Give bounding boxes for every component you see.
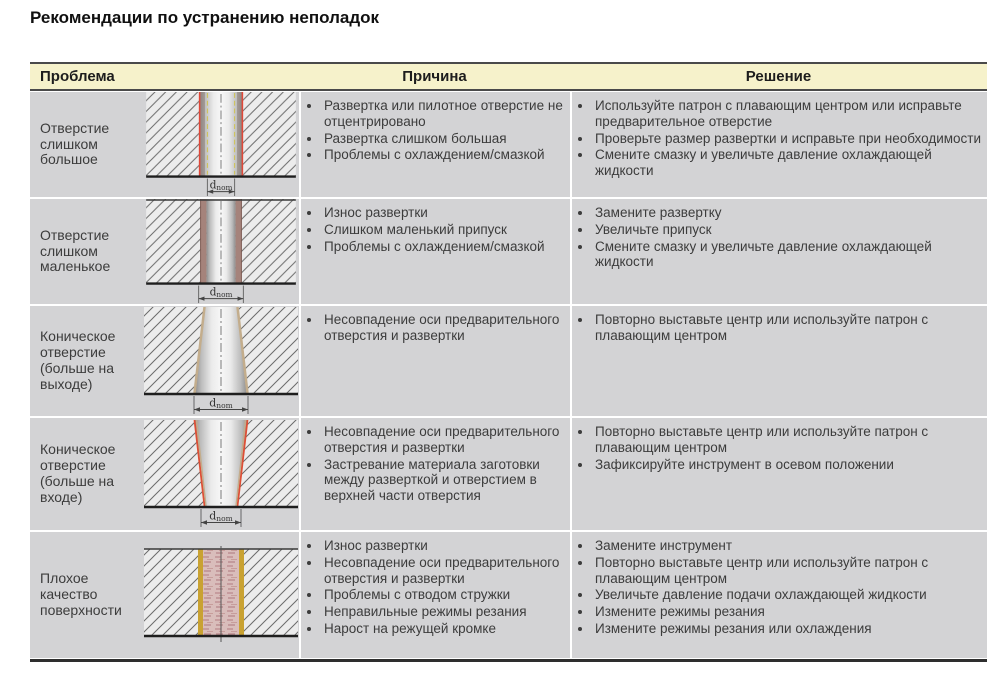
- bullet-item: • Замените развертку: [593, 205, 981, 221]
- bullet-item: • Развертка или пилотное отверстие не отцентрировано: [322, 98, 564, 130]
- bullet-item: • Измените режимы резания или охлаждения: [593, 621, 981, 637]
- bullet-item: • Повторно выставьте центр или используйте патрон с плавающим центром: [593, 555, 981, 587]
- dimension-label: dnom: [209, 509, 233, 523]
- table-header-row: [30, 62, 987, 91]
- bullet-item: • Несовпадение оси предварительного отверстия и развертки: [322, 424, 564, 456]
- problem-label: Отверстие слишком маленькое: [40, 226, 111, 275]
- dimension-label: dnom: [209, 178, 233, 193]
- cause-list: [305, 312, 564, 344]
- bullet-item: • Развертка слишком большая: [322, 131, 564, 147]
- bullet-item: • Повторно выставьте центр или используйте патрон с плавающим центром: [593, 312, 981, 344]
- cause-list: [305, 98, 564, 163]
- problem-label: Коническое отверстие (больше на выходе): [40, 328, 116, 392]
- bullet-item: • Проблемы с охлаждением/смазкой: [322, 239, 564, 255]
- dimension-label: dnom: [209, 285, 233, 300]
- problem-label: Плохое качество поверхности: [40, 570, 122, 618]
- table-row: [30, 92, 987, 197]
- column-header-problem: Проблема: [40, 68, 115, 85]
- solution-list: [576, 205, 981, 270]
- solution-list: [576, 312, 981, 344]
- bullet-item: • Увеличьте давление подачи охлаждающей жидкости: [593, 587, 981, 603]
- remaining-stock-wall: [236, 199, 242, 283]
- bullet-item: • Износ развертки: [322, 538, 564, 554]
- worn-edge-strip: [239, 549, 244, 635]
- oversized-hole-diagram: [142, 92, 300, 197]
- table-row: [30, 532, 987, 658]
- table-row: [30, 306, 987, 416]
- bullet-item: • Нарост на режущей кромке: [322, 621, 564, 637]
- bullet-item: • Используйте патрон с плавающим центром или исправьте предварительное отверстие: [593, 98, 981, 130]
- bullet-item: • Несовпадение оси предварительного отверстия и развертки: [322, 312, 564, 344]
- bullet-item: • Измените режимы резания: [593, 604, 981, 620]
- column-header-cause: Причина: [402, 68, 467, 85]
- worn-edge-strip: [198, 549, 203, 635]
- bullet-item: • Повторно выставьте центр или используйте патрон с плавающим центром: [593, 424, 981, 456]
- solution-list: [576, 538, 981, 637]
- bullet-item: • Несовпадение оси предварительного отверстия и развертки: [322, 555, 564, 587]
- bullet-item: • Проверьте размер развертки и исправьте при необходимости: [593, 131, 981, 147]
- cause-list: [305, 538, 564, 637]
- bullet-item: • Замените инструмент: [593, 538, 981, 554]
- bullet-item: • Износ развертки: [322, 205, 564, 221]
- cause-list: [305, 424, 564, 504]
- table-row: [30, 418, 987, 530]
- bullet-item: • Слишком маленький припуск: [322, 222, 564, 238]
- remaining-stock-wall: [201, 199, 207, 283]
- bullet-item: • Проблемы с охлаждением/смазкой: [322, 147, 564, 163]
- troubleshooting-table: [30, 62, 987, 662]
- bullet-item: • Зафиксируйте инструмент в осевом положении: [593, 457, 981, 473]
- dimension-label: dnom: [209, 396, 233, 410]
- problem-label: Отверстие слишком большое: [40, 119, 110, 168]
- solution-list: [576, 98, 981, 179]
- bullet-item: • Неправильные режимы резания: [322, 604, 564, 620]
- cause-list: [305, 205, 564, 254]
- problem-label: Коническое отверстие (больше на входе): [40, 441, 116, 505]
- bullet-item: • Застревание материала заготовки между разверткой и отверстием в верхней части отверстия: [322, 457, 564, 504]
- bullet-item: • Смените смазку и увеличьте давление охлаждающей жидкости: [593, 147, 981, 179]
- bullet-item: • Проблемы с отводом стружки: [322, 587, 564, 603]
- tapered-hole-exit-diagram: [142, 307, 300, 415]
- bullet-item: • Смените смазку и увеличьте давление охлаждающей жидкости: [593, 239, 981, 271]
- bullet-item: • Увеличьте припуск: [593, 222, 981, 238]
- table-row: [30, 199, 987, 304]
- column-header-solution: Решение: [745, 68, 812, 85]
- undersized-hole-diagram: [142, 199, 300, 304]
- poor-surface-diagram: [142, 545, 300, 645]
- solution-list: [576, 424, 981, 472]
- tapered-hole-entry-diagram: [142, 420, 300, 528]
- page-title: Рекомендации по устранению неполадок: [30, 8, 380, 27]
